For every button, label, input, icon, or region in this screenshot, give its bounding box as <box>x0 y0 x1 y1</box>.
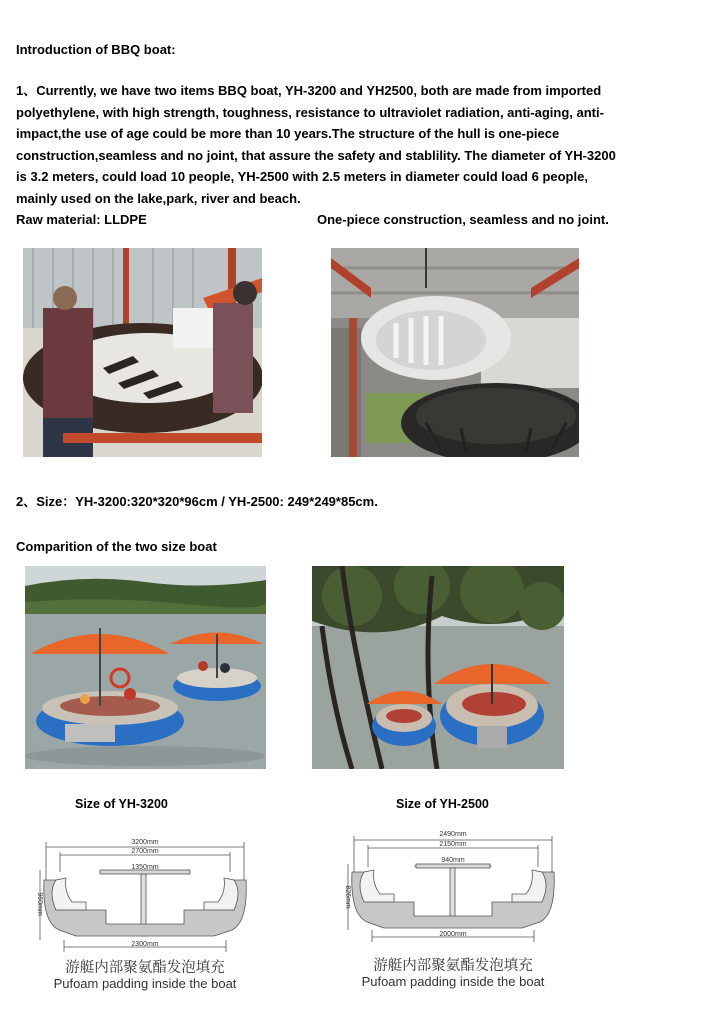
intro-title: Introduction of BBQ boat: <box>16 42 176 57</box>
raw-material-label: Raw material: LLDPE <box>16 212 147 227</box>
size-yh3200-label: Size of YH-3200 <box>75 797 168 811</box>
photo-workers-raw-material <box>23 248 262 457</box>
caption-english: Pufoam padding inside the boat <box>361 974 545 989</box>
dim-height: 826mm <box>344 885 351 909</box>
size-line: 2、Size：YH-3200:320*320*96cm / YH-2500: 249*249*85cm. <box>16 494 378 509</box>
dim-inner: 2700mm <box>131 848 159 855</box>
comparison-title: Comparition of the two size boat <box>16 539 217 554</box>
diagram-yh3200 <box>34 822 256 994</box>
dim-base: 2000mm <box>439 931 467 938</box>
size-yh2500-label: Size of YH-2500 <box>396 797 489 811</box>
photo-boats-under-trees <box>312 566 564 769</box>
intro-paragraph: 1、Currently, we have two items BBQ boat, YH-3200 and YH2500, both are made from imported polyethylene, with high strength, toughness, resistance to ultraviolet radiation, anti-aging, anti-impact,the use of age could be more than 10 years.The structure of the hull is one-piece construction,seamless and no joint, that assure the safety and stablility. The diameter of YH-3200 is 3.2 meters, could load 10 people, YH-2500 with 2.5 meters in diameter could load 6 people, mainly used on the lake,park, river and beach. <box>16 83 616 206</box>
dim-outer: 3200mm <box>131 839 159 846</box>
dim-table: 940mm <box>441 857 465 864</box>
caption-english: Pufoam padding inside the boat <box>53 976 237 991</box>
diagram-yh2500 <box>342 822 564 994</box>
dim-inner: 2150mm <box>439 841 467 848</box>
dim-height: 960mm <box>36 892 43 916</box>
caption-chinese: 游艇内部聚氨酯发泡填充 <box>65 960 225 976</box>
one-piece-label: One-piece construction, seamless and no joint. <box>317 212 609 227</box>
caption-chinese: 游艇内部聚氨酯发泡填充 <box>373 958 533 974</box>
dim-table: 1350mm <box>131 864 159 871</box>
photo-one-piece-mold <box>331 248 579 457</box>
dim-base: 2300mm <box>131 941 159 948</box>
dim-outer: 2490mm <box>439 831 467 838</box>
photo-boats-on-lake <box>25 566 266 769</box>
